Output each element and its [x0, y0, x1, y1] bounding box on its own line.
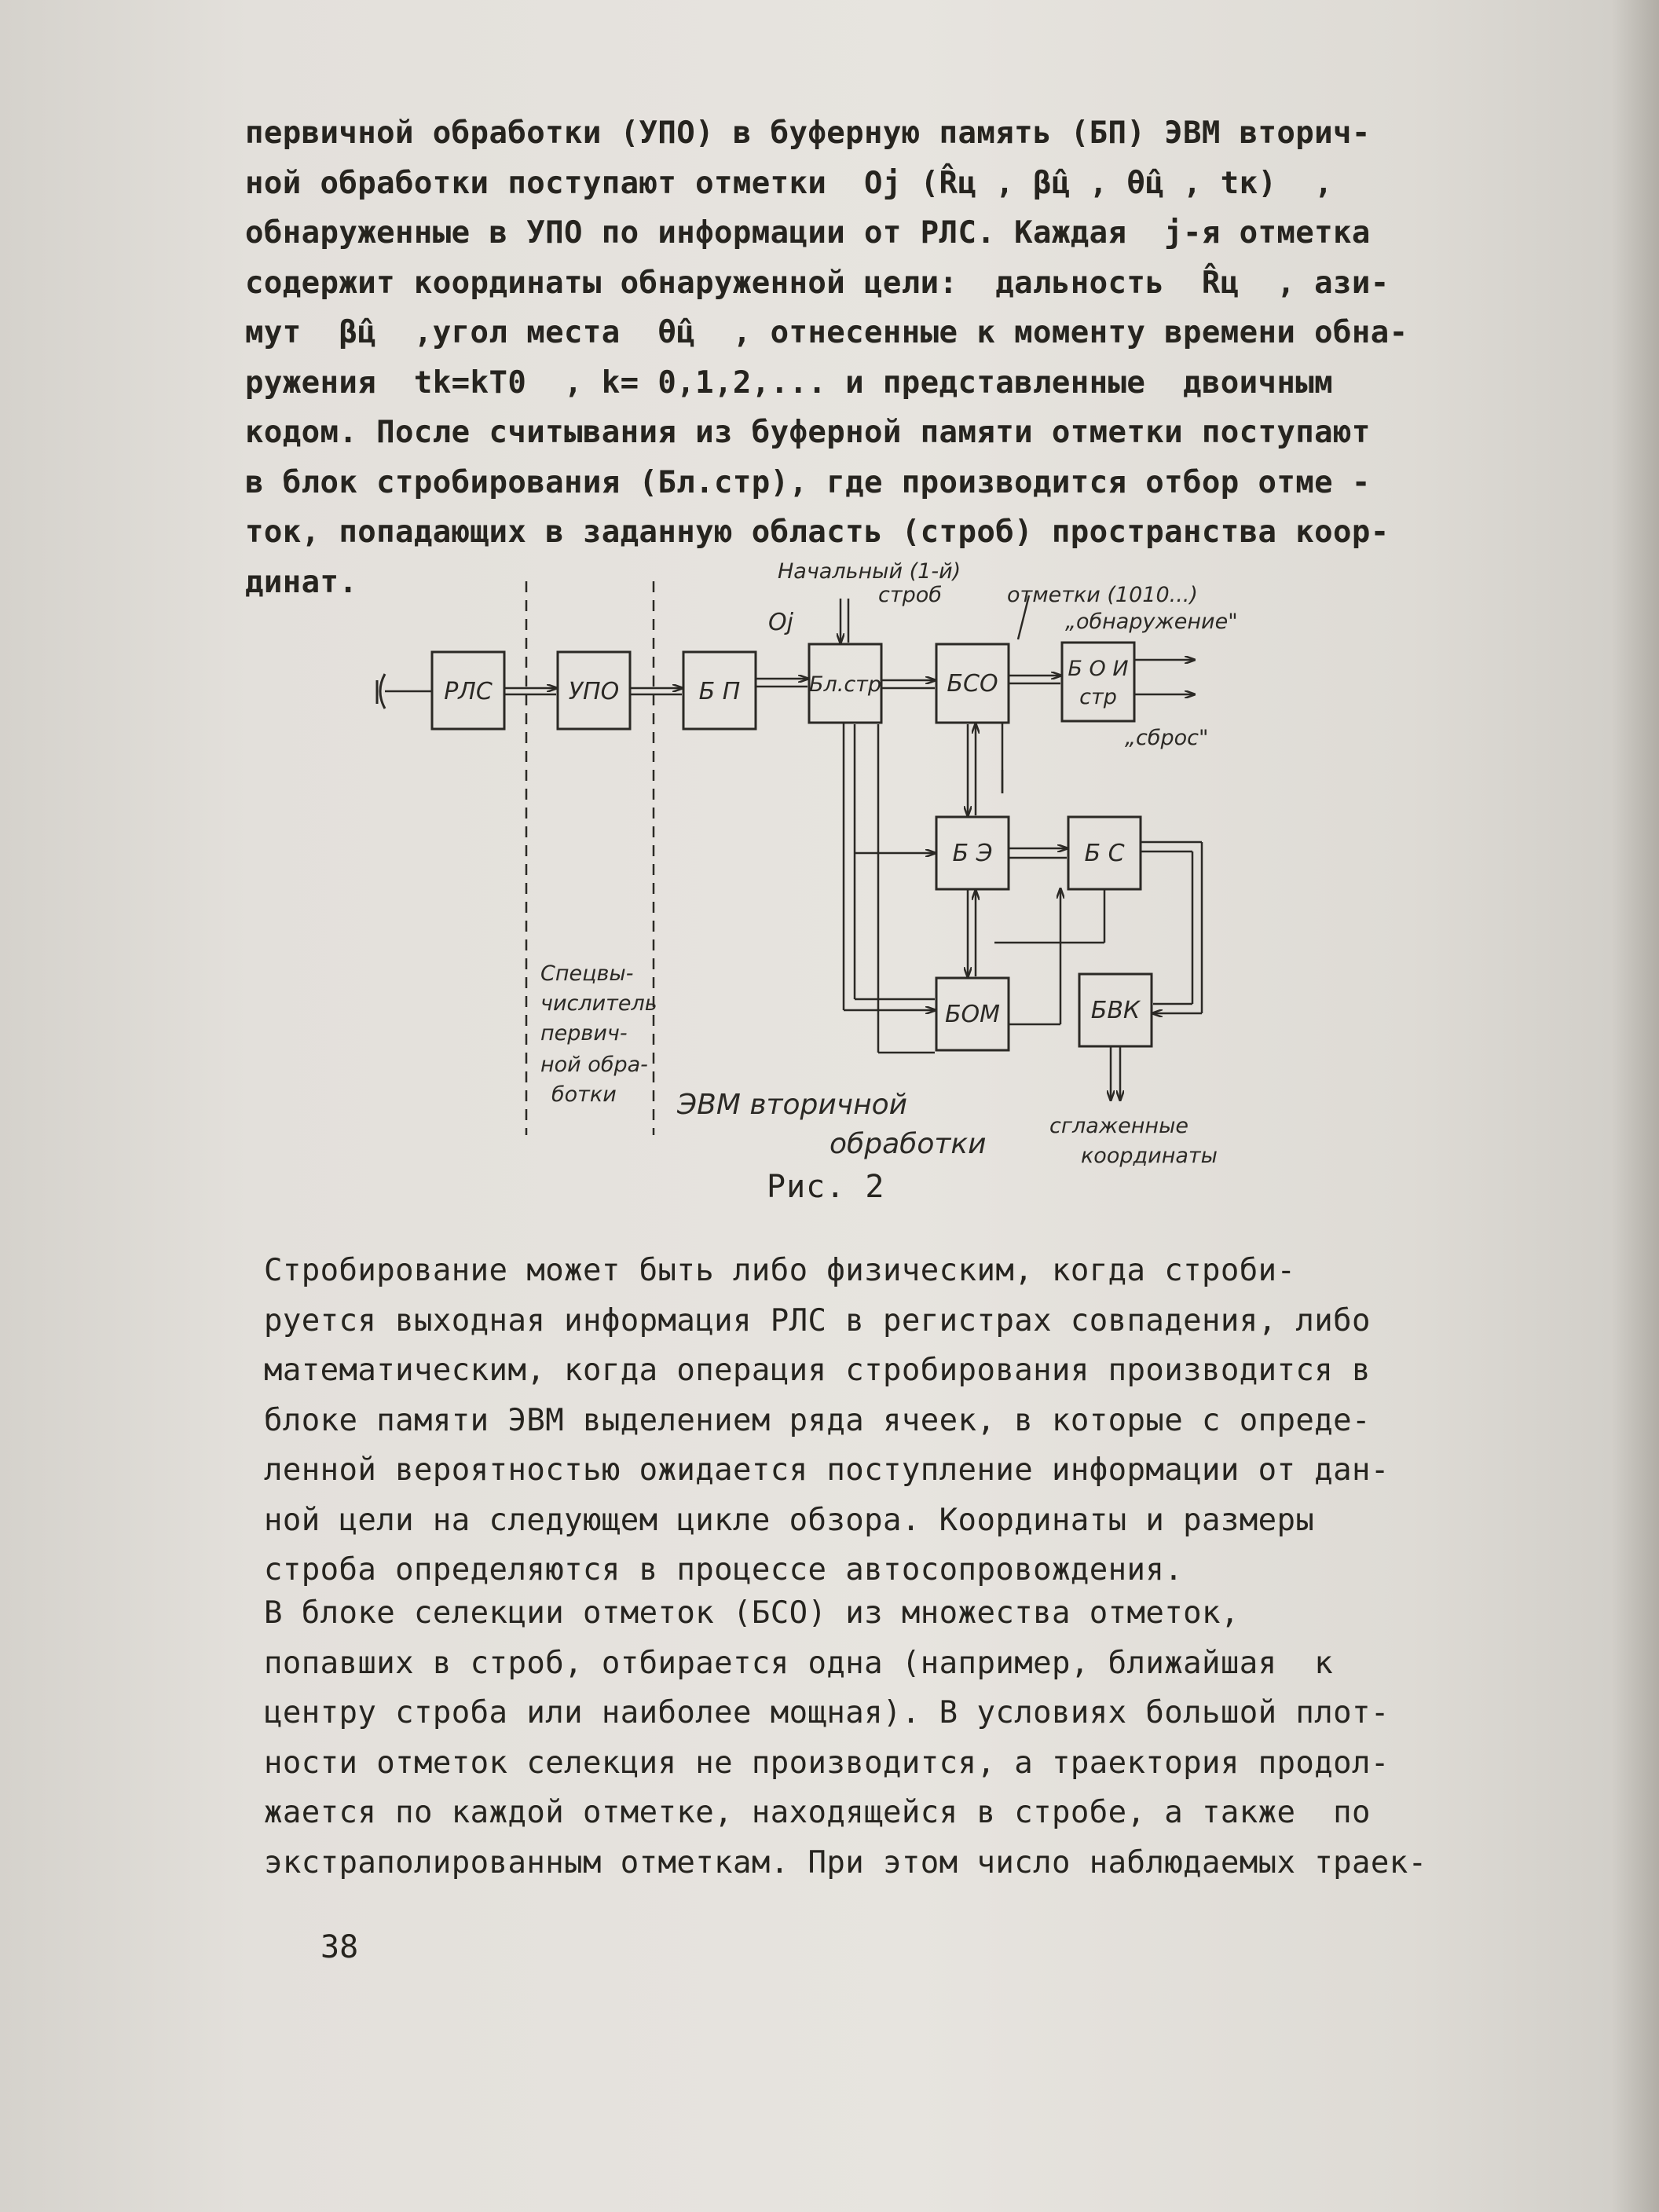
- block-boi-label-2: стр: [1079, 685, 1117, 709]
- label-reset: „сброс": [1125, 726, 1209, 750]
- block-be-label: Б Э: [952, 840, 993, 867]
- paragraph-strobing: Стробирование может быть либо физическим, когда строби- руется выходная информация РЛС в регистрах совпадения, либо математическим, когда операция стробирования производится в блоке памяти ЭВМ выделением ряда ячеек, в которые с опреде- ленной вероятностью ожидается поступление информации от дан- ной цели на следующем цикле обзора. Координаты и размеры строба определяются в процессе автосопровождения.: [264, 1253, 1390, 1588]
- block-bso-label: БСО: [947, 670, 998, 698]
- svg-text:числитель: числитель: [540, 991, 657, 1016]
- page-number: 38: [320, 1929, 359, 1965]
- paragraph-selection: В блоке селекции отметок (БСО) из множества отметок, попавших в строб, отбирается одна (например, ближайшая к центру строба или наиболее мощная). В условиях большой плот- ности отметок селекция не производится, а траектория продол- жается по каждой отметке, находящейся в стробе, а также по экстраполированным отметкам. При этом число наблюдаемых траек-: [264, 1595, 1427, 1881]
- label-marks-1: отметки (1010...): [1007, 583, 1198, 607]
- block-boi-label-1: Б О И: [1068, 657, 1129, 681]
- label-smoothed-2: координаты: [1081, 1144, 1218, 1168]
- svg-text:ной обра-: ной обра-: [540, 1053, 648, 1077]
- svg-text:первич-: первич-: [540, 1021, 628, 1046]
- label-oj: Oj: [768, 609, 793, 636]
- page-edge-shadow: [1612, 0, 1659, 2212]
- paragraph-intro: первичной обработки (УПО) в буферную память (БП) ЭВМ вторич- ной обработки поступают отметки Oj (R̂ц , β̂ц , θ̂ц , tк) , обнаруженные в УПО по информации от РЛС. Каждая j-я отметка содержит координаты обнаруженной цели: дальность R̂ц , ази- мут β̂ц ,угол места θ̂ц , отнесенные к моменту времени обна- ружения tk=kT0 , k= 0,1,2,... и представленные двоичным кодом. После считывания из буферной памяти отметки поступают в блок стробирования (Бл.стр), где производится отбор отме - ток, попадающих в заданную область (строб) пространства коор- динат.: [245, 115, 1408, 600]
- label-initial-strobe-1: Начальный (1-й): [778, 559, 961, 584]
- block-bvk-label: БВК: [1090, 997, 1141, 1024]
- svg-text:Спецвы-: Спецвы-: [540, 961, 634, 986]
- block-diagram-figure: [369, 550, 1273, 1194]
- block-boi: [1062, 643, 1134, 721]
- svg-text:ботки: ботки: [551, 1082, 617, 1107]
- block-diagram: [369, 550, 1273, 1194]
- antenna-icon: [377, 674, 432, 709]
- label-secondary-computer-1: ЭВМ вторичной: [677, 1089, 908, 1121]
- block-bs-label: Б С: [1084, 840, 1125, 867]
- block-strobe-label: Бл.стр: [808, 672, 882, 697]
- label-initial-strobe-2: строб: [878, 583, 942, 607]
- block-bp-label: Б П: [698, 678, 741, 705]
- block-upo-label: УПО: [568, 678, 620, 705]
- label-secondary-computer-2: обработки: [830, 1128, 987, 1160]
- label-smoothed-1: сглаженные: [1049, 1114, 1189, 1138]
- block-rls-label: РЛС: [444, 678, 493, 705]
- figure-caption: Рис. 2: [767, 1169, 885, 1205]
- label-special-computer: [540, 961, 657, 1107]
- block-bom-label: БОМ: [944, 1001, 1001, 1028]
- label-marks-2: „обнаружение": [1065, 610, 1238, 634]
